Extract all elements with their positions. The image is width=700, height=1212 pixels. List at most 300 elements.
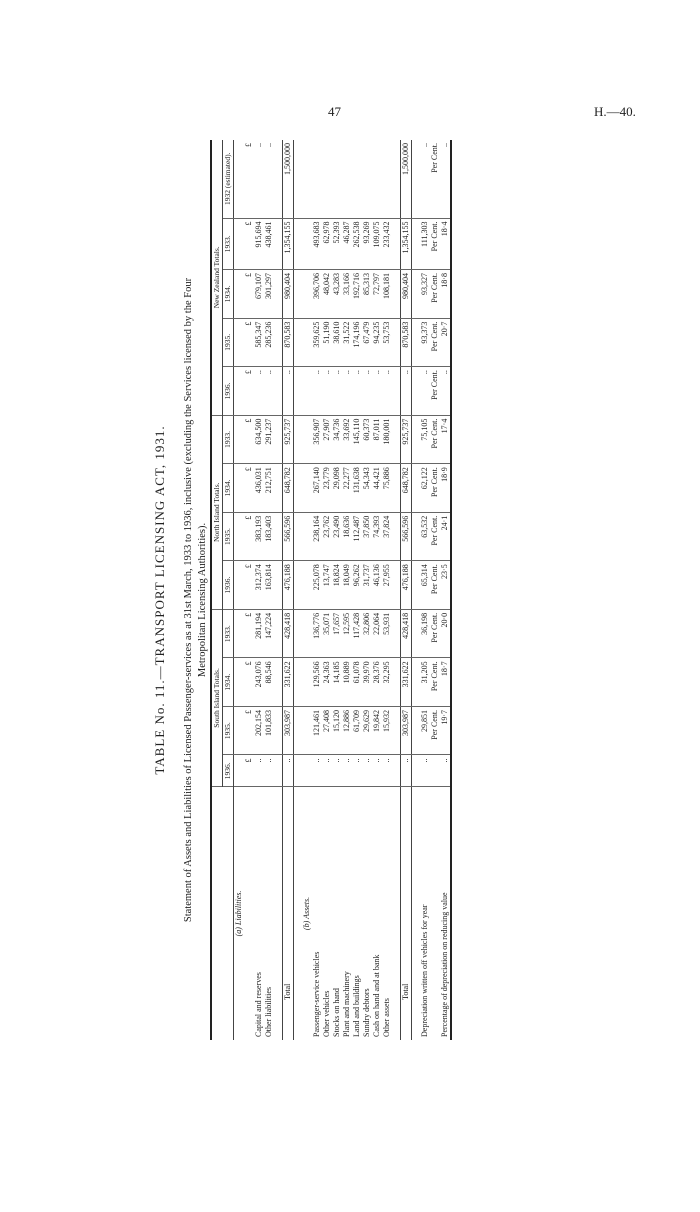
asset-value: 43,283 xyxy=(332,270,342,319)
asset-value: 35,071 xyxy=(322,609,332,658)
percentage-unit: Per Cent. xyxy=(430,140,440,218)
spacer-cell xyxy=(294,706,303,755)
spacer-cell xyxy=(412,755,421,787)
asset-value xyxy=(372,140,382,218)
empty-cell xyxy=(234,270,245,319)
empty-cell xyxy=(234,367,245,416)
asset-value xyxy=(352,140,362,218)
asset-value: 15,932 xyxy=(382,706,392,755)
asset-total-value: 870,583 xyxy=(401,318,412,367)
asset-value: .. xyxy=(382,367,392,416)
depreciation-value: 29,851 xyxy=(420,706,430,755)
liability-value: 285,236 xyxy=(264,318,274,367)
liability-total-value: 648,782 xyxy=(283,464,294,513)
asset-value: 37,850 xyxy=(362,512,372,561)
asset-value xyxy=(322,140,332,218)
liability-value: 915,694 xyxy=(254,218,264,269)
asset-value: 44,421 xyxy=(372,464,382,513)
asset-value: 29,629 xyxy=(362,706,372,755)
asset-total-value: 1,354,155 xyxy=(401,218,412,269)
table-title: TABLE No. 11.—TRANSPORT LICENSING ACT, 1931. xyxy=(152,425,167,775)
percentage-label: Percentage of depreciation on reducing value xyxy=(440,892,449,1037)
year-header: 1933. xyxy=(223,415,234,464)
percentage-unit: Per Cent. xyxy=(430,367,440,416)
asset-value: 18,049 xyxy=(342,561,352,610)
asset-value: 46,287 xyxy=(342,218,352,269)
asset-value: 23,490 xyxy=(332,512,342,561)
percentage-value: 18·4 xyxy=(440,218,451,269)
asset-value: 28,376 xyxy=(372,658,382,707)
asset-value: 15,120 xyxy=(332,706,342,755)
spacer-cell xyxy=(412,270,421,319)
liability-value: .. xyxy=(264,755,274,787)
liability-value: 312,374 xyxy=(254,561,264,610)
asset-value: .. xyxy=(332,367,342,416)
liability-total-value: .. xyxy=(283,367,294,416)
spacer-cell xyxy=(274,706,283,755)
liability-value: 301,297 xyxy=(264,270,274,319)
liability-value: 88,546 xyxy=(264,658,274,707)
empty-cell xyxy=(302,318,312,367)
section-assets-heading: (b) Assets. xyxy=(302,896,311,931)
asset-value xyxy=(382,140,392,218)
asset-total-label: Total xyxy=(401,983,410,1000)
asset-value: 31,737 xyxy=(362,561,372,610)
asset-value: 27,955 xyxy=(382,561,392,610)
depreciation-value: .. xyxy=(420,367,430,416)
asset-value: .. xyxy=(382,755,392,787)
asset-value: .. xyxy=(372,755,382,787)
spacer-cell xyxy=(274,464,283,513)
asset-value: .. xyxy=(372,367,382,416)
asset-value: 174,196 xyxy=(352,318,362,367)
asset-value xyxy=(362,140,372,218)
spacer-cell xyxy=(294,140,303,218)
spacer-cell xyxy=(392,367,401,416)
percentage-value: 19·7 xyxy=(440,706,451,755)
asset-value: 46,136 xyxy=(372,561,382,610)
asset-value: 356,907 xyxy=(312,415,322,464)
asset-value: 27,408 xyxy=(322,706,332,755)
percentage-value: 23·5 xyxy=(440,561,451,610)
pound-sign: £ xyxy=(244,140,254,218)
asset-total-value: 428,418 xyxy=(401,609,412,658)
spacer-cell xyxy=(274,367,283,416)
spacer-cell xyxy=(274,140,283,218)
asset-value: 85,313 xyxy=(362,270,372,319)
asset-value: 136,776 xyxy=(312,609,322,658)
percentage-value: 24·1 xyxy=(440,512,451,561)
asset-value: 121,461 xyxy=(312,706,322,755)
spacer-cell xyxy=(412,706,421,755)
asset-value: 60,373 xyxy=(362,415,372,464)
liability-value: 291,237 xyxy=(264,415,274,464)
asset-value: 396,706 xyxy=(312,270,322,319)
asset-value: 109,075 xyxy=(372,218,382,269)
year-header: 1933. xyxy=(223,218,234,269)
liability-value: 436,031 xyxy=(254,464,264,513)
spacer-cell xyxy=(392,318,401,367)
year-header: 1936. xyxy=(223,367,234,416)
liability-value: 163,814 xyxy=(264,561,274,610)
percentage-unit: Per Cent. xyxy=(430,658,440,707)
spacer-cell xyxy=(392,706,401,755)
spacer-cell xyxy=(392,270,401,319)
percentage-value: 18·7 xyxy=(440,658,451,707)
empty-cell xyxy=(302,270,312,319)
asset-row-label: Other assets xyxy=(382,998,391,1037)
asset-value: 96,262 xyxy=(352,561,362,610)
asset-value xyxy=(312,140,322,218)
percentage-value: .. xyxy=(440,755,451,787)
liability-value: .. xyxy=(264,140,274,218)
percentage-unit: Per Cent. xyxy=(430,609,440,658)
empty-cell xyxy=(234,318,245,367)
south-island-header: South Island Totals. xyxy=(211,609,223,786)
empty-cell xyxy=(234,464,245,513)
spacer-cell xyxy=(294,609,303,658)
asset-value: .. xyxy=(352,755,362,787)
spacer-cell xyxy=(274,787,283,1041)
asset-value: 131,638 xyxy=(352,464,362,513)
asset-value: .. xyxy=(312,755,322,787)
asset-value: 31,522 xyxy=(342,318,352,367)
asset-row-label: Passenger-service vehicles xyxy=(312,951,321,1037)
asset-total-value: .. xyxy=(401,755,412,787)
liability-value: .. xyxy=(264,367,274,416)
depreciation-value: 75,105 xyxy=(420,415,430,464)
liability-value: .. xyxy=(254,140,264,218)
asset-value: 74,393 xyxy=(372,512,382,561)
asset-value: 129,566 xyxy=(312,658,322,707)
asset-value: 48,042 xyxy=(322,270,332,319)
spacer-cell xyxy=(392,415,401,464)
asset-value: 10,889 xyxy=(342,658,352,707)
spacer-cell xyxy=(412,512,421,561)
asset-value: 61,709 xyxy=(352,706,362,755)
liability-total-value: 1,354,155 xyxy=(283,218,294,269)
rotated-table-page xyxy=(152,120,512,1080)
asset-value: 14,185 xyxy=(332,658,342,707)
asset-value: 38,610 xyxy=(332,318,342,367)
asset-total-value: .. xyxy=(401,367,412,416)
empty-cell xyxy=(302,609,312,658)
label-column-header xyxy=(211,787,234,1041)
spacer-cell xyxy=(294,658,303,707)
percentage-value: .. xyxy=(440,367,451,416)
liability-total-value: 870,583 xyxy=(283,318,294,367)
asset-total-value: 1,500,000 xyxy=(401,140,412,218)
empty-cell xyxy=(234,140,245,218)
asset-value: 238,164 xyxy=(312,512,322,561)
asset-value: 18,636 xyxy=(342,512,352,561)
table-body xyxy=(234,140,452,1040)
asset-value xyxy=(332,140,342,218)
percentage-unit: Per Cent. xyxy=(430,218,440,269)
empty-cell xyxy=(234,609,245,658)
spacer-cell xyxy=(392,561,401,610)
pound-sign: £ xyxy=(244,561,254,610)
percentage-value: 18·8 xyxy=(440,270,451,319)
liability-value: 438,461 xyxy=(264,218,274,269)
asset-value: 87,011 xyxy=(372,415,382,464)
percentage-units-label xyxy=(430,787,440,1041)
depreciation-value: 36,198 xyxy=(420,609,430,658)
asset-value: 34,736 xyxy=(332,415,342,464)
asset-value xyxy=(342,140,352,218)
liability-value: 585,347 xyxy=(254,318,264,367)
percentage-unit: Per Cent. xyxy=(430,561,440,610)
pound-sign: £ xyxy=(244,318,254,367)
depreciation-value: 93,373 xyxy=(420,318,430,367)
asset-value: 53,931 xyxy=(382,609,392,658)
depreciation-value: 65,314 xyxy=(420,561,430,610)
percentage-unit xyxy=(430,755,440,787)
year-header: 1934. xyxy=(223,270,234,319)
asset-row-label: Cash on hand and at bank xyxy=(372,954,381,1037)
spacer-cell xyxy=(412,561,421,610)
year-header: 1934. xyxy=(223,658,234,707)
spacer-cell xyxy=(392,512,401,561)
depreciation-value: 111,303 xyxy=(420,218,430,269)
spacer-cell xyxy=(412,609,421,658)
empty-cell xyxy=(302,415,312,464)
liability-total-value: 925,737 xyxy=(283,415,294,464)
asset-value: 262,538 xyxy=(352,218,362,269)
percentage-unit: Per Cent. xyxy=(430,318,440,367)
asset-value: 233,432 xyxy=(382,218,392,269)
liability-total-value: 980,404 xyxy=(283,270,294,319)
empty-cell xyxy=(302,706,312,755)
spacer-cell xyxy=(274,415,283,464)
spacer-cell xyxy=(392,658,401,707)
spacer-cell xyxy=(392,140,401,218)
asset-value: .. xyxy=(322,755,332,787)
asset-value: 27,907 xyxy=(322,415,332,464)
percentage-value: 20·7 xyxy=(440,318,451,367)
asset-value: 24,363 xyxy=(322,658,332,707)
liability-total-value: 331,622 xyxy=(283,658,294,707)
north-island-header: North Island Totals. xyxy=(211,415,223,609)
asset-value: .. xyxy=(362,755,372,787)
asset-value: 62,978 xyxy=(322,218,332,269)
depreciation-value: 63,532 xyxy=(420,512,430,561)
empty-cell xyxy=(234,218,245,269)
asset-value: 53,753 xyxy=(382,318,392,367)
asset-value: 75,886 xyxy=(382,464,392,513)
pound-sign: £ xyxy=(244,512,254,561)
depreciation-value: .. xyxy=(420,140,430,218)
liability-total-label: Total xyxy=(283,983,292,1000)
spacer-cell xyxy=(392,464,401,513)
spacer-cell xyxy=(412,140,421,218)
percentage-value: 18·9 xyxy=(440,464,451,513)
asset-value: 37,824 xyxy=(382,512,392,561)
asset-value: 67,479 xyxy=(362,318,372,367)
asset-value: .. xyxy=(362,367,372,416)
pound-sign: £ xyxy=(244,755,254,787)
spacer-cell xyxy=(392,787,401,1041)
year-header: 1935. xyxy=(223,318,234,367)
empty-cell xyxy=(302,367,312,416)
spacer-cell xyxy=(392,755,401,787)
asset-total-value: 925,737 xyxy=(401,415,412,464)
asset-row-label: Plant and machinery xyxy=(342,971,351,1037)
asset-value: 32,295 xyxy=(382,658,392,707)
asset-value: 17,657 xyxy=(332,609,342,658)
liability-row-label: Other liabilities xyxy=(264,987,273,1037)
asset-value: 493,683 xyxy=(312,218,322,269)
spacer-cell xyxy=(392,609,401,658)
asset-value: 39,970 xyxy=(362,658,372,707)
asset-value: 112,487 xyxy=(352,512,362,561)
asset-value: 61,078 xyxy=(352,658,362,707)
percentage-value: 17·4 xyxy=(440,415,451,464)
spacer-cell xyxy=(274,512,283,561)
spacer-cell xyxy=(274,318,283,367)
liability-value: .. xyxy=(254,367,264,416)
spacer-cell xyxy=(294,367,303,416)
spacer-cell xyxy=(274,270,283,319)
spacer-cell xyxy=(412,464,421,513)
pound-sign: £ xyxy=(244,658,254,707)
liability-value: 281,194 xyxy=(254,609,264,658)
asset-total-value: 980,404 xyxy=(401,270,412,319)
liability-value: 183,403 xyxy=(264,512,274,561)
pound-row-label xyxy=(244,787,254,1041)
depreciation-label: Depreciation written off vehicles for year xyxy=(420,904,429,1037)
percentage-unit: Per Cent. xyxy=(430,464,440,513)
asset-value: 225,078 xyxy=(312,561,322,610)
empty-cell xyxy=(302,464,312,513)
asset-value: 23,779 xyxy=(322,464,332,513)
liability-value: 212,751 xyxy=(264,464,274,513)
asset-value: 145,110 xyxy=(352,415,362,464)
asset-total-value: 648,782 xyxy=(401,464,412,513)
empty-cell xyxy=(234,706,245,755)
asset-value: 12,886 xyxy=(342,706,352,755)
spacer-cell xyxy=(274,755,283,787)
page-reference: H.—40. xyxy=(594,104,636,119)
asset-total-value: 476,188 xyxy=(401,561,412,610)
depreciation-value: 31,205 xyxy=(420,658,430,707)
assets-liabilities-table xyxy=(210,140,452,1040)
empty-cell xyxy=(302,218,312,269)
pound-sign: £ xyxy=(244,367,254,416)
asset-row-label: Land and buildings xyxy=(352,975,361,1037)
asset-value: 22,277 xyxy=(342,464,352,513)
asset-value: 52,393 xyxy=(332,218,342,269)
asset-value: 29,098 xyxy=(332,464,342,513)
liability-total-value: 303,987 xyxy=(283,706,294,755)
liability-row-label: Capital and reserves xyxy=(254,972,263,1037)
empty-cell xyxy=(234,561,245,610)
liability-value: 243,076 xyxy=(254,658,264,707)
liability-total-value: 428,418 xyxy=(283,609,294,658)
percentage-unit: Per Cent. xyxy=(430,706,440,755)
spacer-cell xyxy=(274,561,283,610)
pound-sign: £ xyxy=(244,415,254,464)
liability-total-value: 566,596 xyxy=(283,512,294,561)
asset-value: 359,625 xyxy=(312,318,322,367)
spacer-cell xyxy=(412,787,421,1041)
asset-value: 13,747 xyxy=(322,561,332,610)
asset-value: 180,001 xyxy=(382,415,392,464)
percentage-value: 20·0 xyxy=(440,609,451,658)
asset-value: 19,842 xyxy=(372,706,382,755)
empty-cell xyxy=(302,561,312,610)
asset-row-label: Sundry debtors xyxy=(362,988,371,1037)
liability-total-value: .. xyxy=(283,755,294,787)
year-header: 1936. xyxy=(223,755,234,787)
year-header: 1935. xyxy=(223,706,234,755)
year-header: 1932 (estimated). xyxy=(223,140,234,218)
subtitle-line-2: Metropolitan Licensing Authorities). xyxy=(197,522,208,678)
asset-value: .. xyxy=(322,367,332,416)
pound-sign: £ xyxy=(244,270,254,319)
liability-value: 679,107 xyxy=(254,270,264,319)
empty-cell xyxy=(234,512,245,561)
pound-sign: £ xyxy=(244,464,254,513)
asset-value: 93,269 xyxy=(362,218,372,269)
asset-value: 12,595 xyxy=(342,609,352,658)
spacer-cell xyxy=(412,218,421,269)
asset-value: .. xyxy=(332,755,342,787)
year-header: 1935. xyxy=(223,512,234,561)
asset-value: .. xyxy=(342,367,352,416)
asset-row-label: Other vehicles xyxy=(322,990,331,1037)
spacer-cell xyxy=(392,218,401,269)
asset-value: 32,806 xyxy=(362,609,372,658)
asset-value: 72,797 xyxy=(372,270,382,319)
spacer-cell xyxy=(294,270,303,319)
asset-value: .. xyxy=(352,367,362,416)
depreciation-value: 62,122 xyxy=(420,464,430,513)
year-header: 1936. xyxy=(223,561,234,610)
spacer-cell xyxy=(412,367,421,416)
new-zealand-header: New Zealand Totals. xyxy=(211,140,223,415)
depreciation-value: 93,327 xyxy=(420,270,430,319)
liability-value: 147,224 xyxy=(264,609,274,658)
asset-value: 94,235 xyxy=(372,318,382,367)
percentage-value: .. xyxy=(440,140,451,218)
asset-value: .. xyxy=(342,755,352,787)
pound-sign: £ xyxy=(244,706,254,755)
percentage-unit: Per Cent. xyxy=(430,270,440,319)
asset-total-value: 303,987 xyxy=(401,706,412,755)
section-liabilities-heading: (a) Liabilities. xyxy=(234,890,243,937)
spacer-cell xyxy=(412,318,421,367)
spacer-cell xyxy=(294,561,303,610)
year-header: 1934. xyxy=(223,464,234,513)
spacer-cell xyxy=(294,218,303,269)
asset-value: 54,343 xyxy=(362,464,372,513)
spacer-cell xyxy=(294,512,303,561)
asset-value: 33,166 xyxy=(342,270,352,319)
liability-value: 202,154 xyxy=(254,706,264,755)
spacer-cell xyxy=(274,658,283,707)
asset-total-value: 331,622 xyxy=(401,658,412,707)
asset-value: .. xyxy=(312,367,322,416)
empty-cell xyxy=(302,755,312,787)
asset-value: 51,190 xyxy=(322,318,332,367)
asset-total-value: 566,596 xyxy=(401,512,412,561)
asset-row-label: Stocks on hand xyxy=(332,988,341,1037)
spacer-cell xyxy=(294,787,303,1041)
spacer-cell xyxy=(412,415,421,464)
spacer-cell xyxy=(412,658,421,707)
empty-cell xyxy=(234,658,245,707)
